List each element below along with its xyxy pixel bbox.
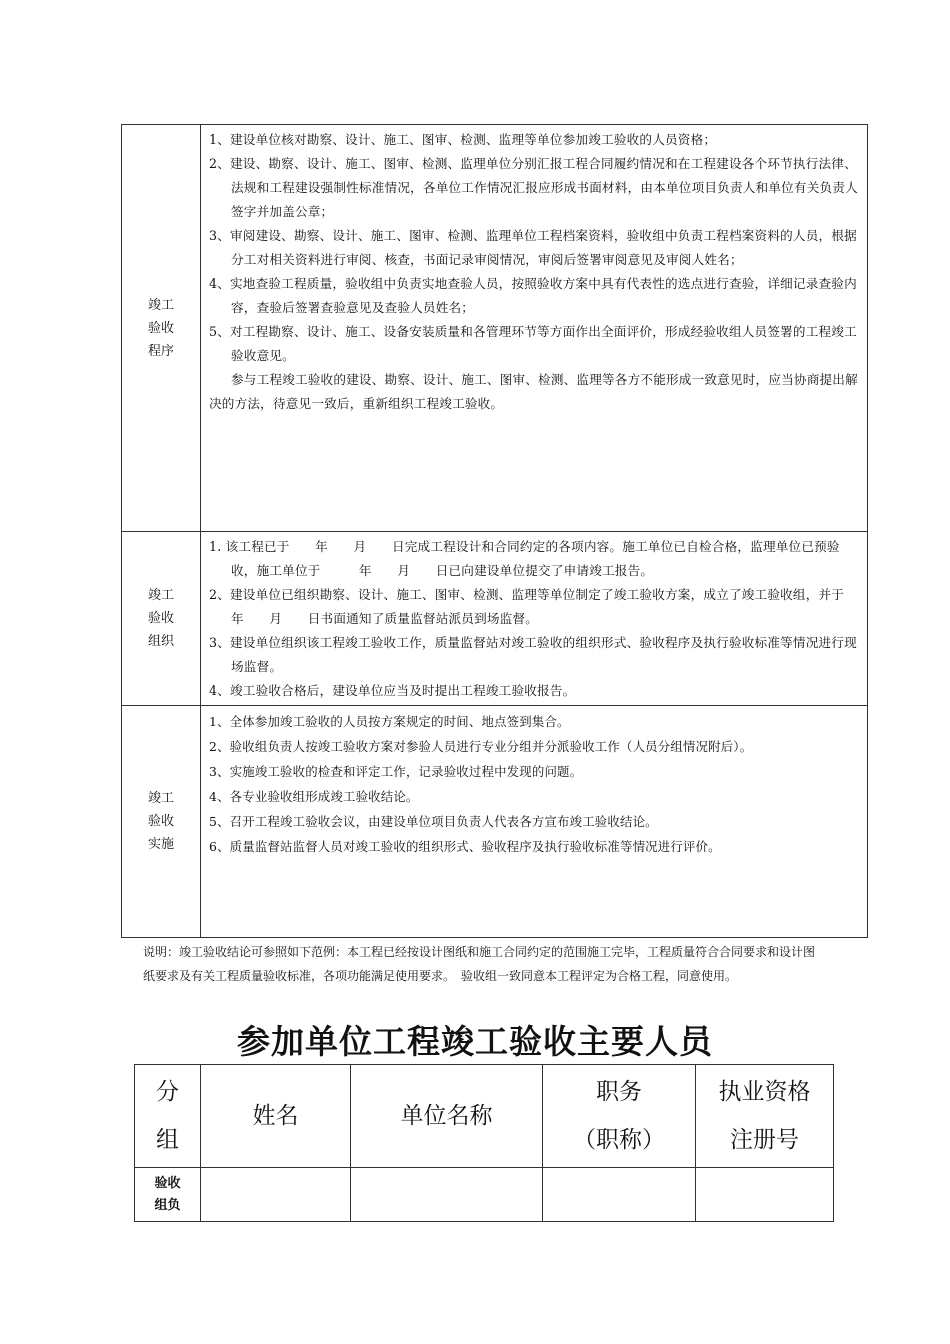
people-title: 参加单位工程竣工验收主要人员	[237, 1022, 713, 1061]
procedure-label: 竣工 验收 程序	[122, 125, 201, 532]
procedure-paragraph: 参与工程竣工验收的建设、勘察、设计、施工、图审、检测、监理等各方不能形成一致意见时，应当协商提出解决的方法，待意见一致后，重新组织工程竣工验收。	[209, 372, 858, 411]
group-cell: 验收 组负	[135, 1168, 201, 1222]
implementation-item: 5、召开工程竣工验收会议，由建设单位项目负责人代表各方宣布竣工验收结论。	[209, 814, 658, 829]
header-position: 职务 （职称）	[543, 1065, 696, 1168]
header-unit: 单位名称	[351, 1065, 543, 1168]
implementation-content	[201, 706, 868, 938]
organization-item: 4、竣工验收合格后，建设单位应当及时提出工程竣工验收报告。	[209, 683, 576, 698]
procedure-item: 3、审阅建设、勘察、设计、施工、图审、检测、监理单位工程档案资料，验收组中负责工程档案资料的人员，根据分工对相关资料进行审阅、核查，书面记录审阅情况，审阅后签署审阅意见及审阅人姓名；	[209, 228, 857, 267]
procedure-item: 4、实地查验工程质量，验收组中负责实地查验人员，按照验收方案中具有代表性的选点进行查验，详细记录查验内容，查验后签署查验意见及查验人员姓名；	[209, 276, 857, 315]
header-name: 姓名	[201, 1065, 351, 1168]
name-cell[interactable]	[201, 1168, 351, 1222]
organization-row	[122, 532, 868, 706]
license-cell[interactable]	[696, 1168, 834, 1222]
unit-cell[interactable]	[351, 1168, 543, 1222]
position-cell[interactable]	[543, 1168, 696, 1222]
people-table	[134, 1064, 834, 1222]
procedure-item: 2、建设、勘察、设计、施工、图审、检测、监理单位分别汇报工程合同履约情况和在工程建设各个环节执行法律、法规和工程建设强制性标准情况，各单位工作情况汇报应形成书面材料，由本单位项目负责人和单位有关负责人签字并加盖公章；	[209, 156, 858, 219]
organization-label: 竣工 验收 组织	[122, 532, 201, 706]
organization-item: 1. 该工程已于 年 月 日完成工程设计和合同约定的各项内容。施工单位已自检合格，监理单位已预验收，施工单位于 年 月 日已向建设单位提交了申请竣工报告。	[209, 539, 840, 578]
header-group: 分 组	[135, 1065, 201, 1168]
procedure-content	[201, 125, 868, 532]
implementation-row	[122, 706, 868, 938]
table-row	[135, 1168, 834, 1222]
organization-item: 3、建设单位组织该工程竣工验收工作，质量监督站对竣工验收的组织形式、验收程序及执行验收标准等情况进行现场监督。	[209, 635, 857, 674]
implementation-item: 6、质量监督站监督人员对竣工验收的组织形式、验收程序及执行验收标准等情况进行评价。	[209, 839, 721, 854]
organization-item: 2、建设单位已组织勘察、设计、施工、图审、检测、监理等单位制定了竣工验收方案，成立了竣工验收组，并于 年 月 日书面通知了质量监督站派员到场监督。	[209, 587, 870, 626]
acceptance-table	[121, 124, 868, 938]
organization-content	[201, 532, 868, 706]
procedure-item: 5、对工程勘察、设计、施工、设备安装质量和各管理环节等方面作出全面评价，形成经验收组人员签署的工程竣工验收意见。	[209, 324, 857, 363]
header-license: 执业资格 注册号	[696, 1065, 834, 1168]
note-text: 说明：竣工验收结论可参照如下范例：本工程已经按设计图纸和施工合同约定的范围施工完毕，工程质量符合合同要求和设计图纸要求及有关工程质量验收标准，各项功能满足使用要求。 验收组一致同意本工程评定为合格工程，同意使用。	[143, 945, 816, 983]
implementation-item: 1、全体参加竣工验收的人员按方案规定的时间、地点签到集合。	[209, 714, 570, 729]
implementation-label: 竣工 验收 实施	[122, 706, 201, 938]
procedure-row	[122, 125, 868, 532]
implementation-item: 4、各专业验收组形成竣工验收结论。	[209, 789, 419, 804]
implementation-item: 3、实施竣工验收的检查和评定工作，记录验收过程中发现的问题。	[209, 764, 583, 779]
procedure-item: 1、建设单位核对勘察、设计、施工、图审、检测、监理等单位参加竣工验收的人员资格；	[209, 132, 717, 147]
implementation-item: 2、验收组负责人按竣工验收方案对参验人员进行专业分组并分派验收工作（人员分组情况附后）。	[209, 739, 753, 754]
people-header-row	[135, 1065, 834, 1168]
